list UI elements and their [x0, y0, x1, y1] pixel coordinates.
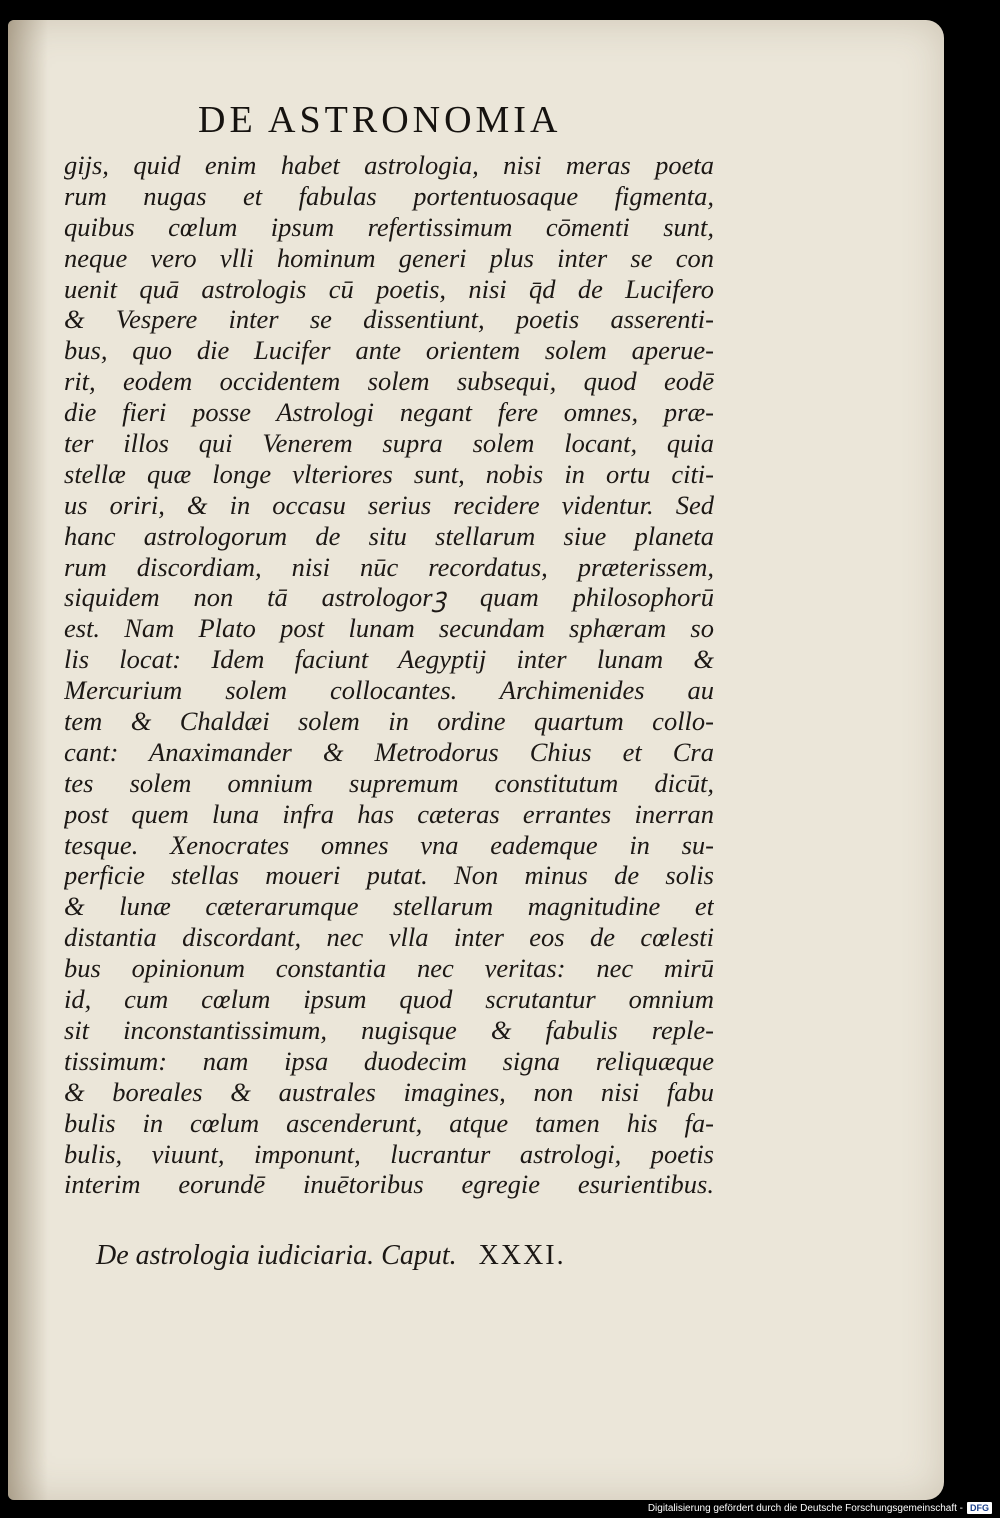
text-line: est. Nam Plato post lunam secundam sphæram so: [64, 613, 714, 644]
text-line: cant: Anaximander & Metrodorus Chius et Cra: [64, 736, 714, 767]
text-line: & Vespere inter se dissentiunt, poetis asserenti-: [64, 304, 714, 335]
text-line: rum discordiam, nisi nūc recordatus, præterissem,: [64, 551, 714, 582]
text-line: id, cum cœlum ipsum quod scrutantur omnium: [64, 984, 714, 1015]
text-line: bulis, viuunt, imponunt, lucrantur astrologi, poetis: [64, 1138, 714, 1169]
text-line: lis locat: Idem faciunt Aegyptij inter lunam &: [64, 644, 714, 675]
text-line: interim eorundē inuētoribus egregie esurientibus.: [64, 1169, 714, 1200]
chapter-title: De astrologia iudiciaria. Caput.: [96, 1240, 457, 1271]
text-line: sit inconstantissimum, nugisque & fabulis reple-: [64, 1014, 714, 1045]
book-page: [8, 20, 944, 1500]
text-line: rit, eodem occidentem solem subsequi, quod eodē: [64, 366, 714, 397]
text-line: quibus cœlum ipsum refertissimum cōmenti sunt,: [64, 211, 714, 242]
credit-text: Digitalisierung gefördert durch die Deutsche Forschungsgemeinschaft -: [647, 1502, 963, 1514]
text-line: post quem luna infra has cæteras errantes inerran: [64, 798, 714, 829]
text-line: & boreales & australes imagines, non nisi fabu: [64, 1076, 714, 1107]
text-line: us oriri, & in occasu serius recidere videntur. Sed: [64, 489, 714, 520]
text-line: bus opinionum constantia nec veritas: nec mirū: [64, 953, 714, 984]
text-line: tes solem omnium supremum constitutum dicūt,: [64, 767, 714, 798]
text-line: Mercurium solem collocantes. Archimenides au: [64, 675, 714, 706]
text-line: bus, quo die Lucifer ante orientem solem aperue-: [64, 335, 714, 366]
text-line: perficie stellas moueri putat. Non minus de solis: [64, 860, 714, 891]
digitization-credit: [648, 1501, 992, 1515]
chapter-number: XXXI.: [478, 1240, 566, 1271]
text-line: siquidem non tā astrologorꝫ quam philosophorū: [64, 582, 714, 613]
text-line: stellæ quæ longe vlteriores sunt, nobis in ortu citi-: [64, 458, 714, 489]
text-line: ter illos qui Venerem supra solem locant, quia: [64, 428, 714, 459]
text-line: tesque. Xenocrates omnes vna eademque in su-: [64, 829, 714, 860]
text-line: rum nugas et fabulas portentuosaque figmenta,: [64, 180, 714, 211]
text-line: neque vero vlli hominum generi plus inter se con: [64, 242, 714, 273]
text-line: hanc astrologorum de situ stellarum siue planeta: [64, 520, 714, 551]
dfg-logo-icon: DFG: [967, 1502, 992, 1514]
text-line: die fieri posse Astrologi negant fere omnes, præ-: [64, 397, 714, 428]
text-block: [64, 150, 714, 1200]
text-line: bulis in cœlum ascenderunt, atque tamen his fa-: [64, 1107, 714, 1138]
text-line: tissimum: nam ipsa duodecim signa reliquæque: [64, 1045, 714, 1076]
text-line: distantia discordant, nec vlla inter eos de cœlesti: [64, 922, 714, 953]
text-line: gijs, quid enim habet astrologia, nisi meras poeta: [64, 150, 714, 180]
text-line: tem & Chaldæi solem in ordine quartum collo-: [64, 706, 714, 737]
chapter-heading: [96, 1240, 686, 1272]
text-line: & lunæ cæterarumque stellarum magnitudine et: [64, 891, 714, 922]
running-head: DE ASTRONOMIA: [198, 99, 562, 141]
text-line: uenit quā astrologis cū poetis, nisi q̄d de Lucifero: [64, 273, 714, 304]
